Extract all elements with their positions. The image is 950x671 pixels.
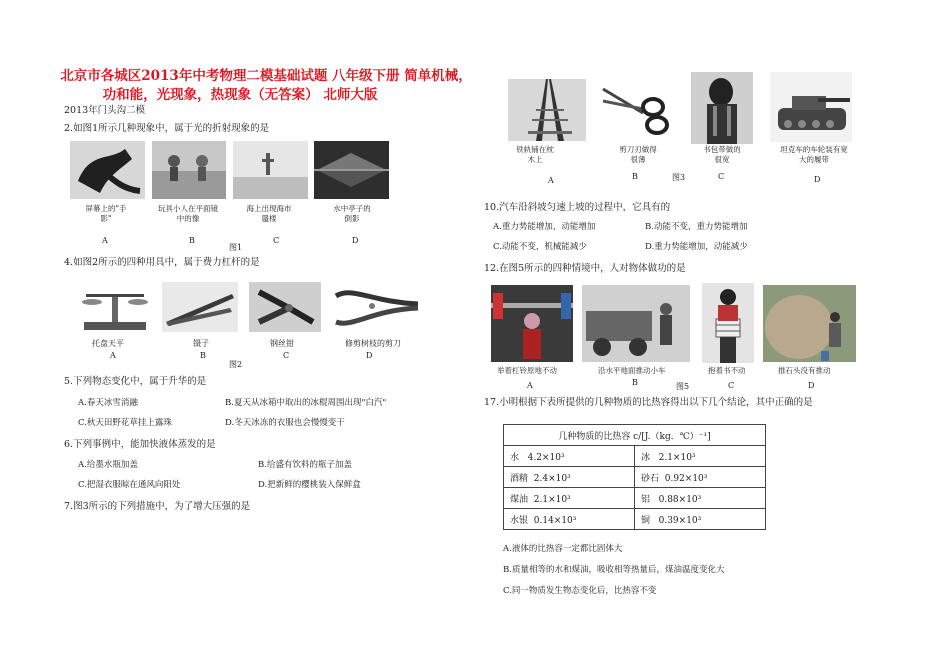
- fig2-image-c-pliers: [249, 282, 321, 332]
- fig3-caption-d: 坦克车的车轮装有宽大的履带: [780, 145, 848, 164]
- question-12-text: 12.在图5所示的四种情境中，人对物体做功的是: [484, 263, 686, 274]
- table-cell: 煤油 2.1×10³: [504, 488, 635, 509]
- fig1-letter-a: A: [102, 236, 108, 245]
- fig2-caption-c: 钢丝钳: [270, 339, 294, 348]
- fig3-image-d-tank: [770, 72, 852, 142]
- fig3-letter-b: B: [632, 172, 638, 181]
- fig3-caption-c: 书包带做的很宽: [703, 145, 741, 164]
- fig5-caption-a: 举着杠铃原地不动: [497, 366, 557, 375]
- fig5-caption-c: 抱着书不动: [708, 366, 746, 375]
- fig5-letter-d: D: [808, 381, 815, 390]
- fig1-letter-c: C: [273, 236, 280, 245]
- question-6-option-d: D.把新鲜的樱桃装入保鲜盒: [258, 480, 361, 490]
- fig1-image-a-hand-shadow: [70, 141, 145, 199]
- page-title-line1: 北京市各城区2013年中考物理二模基础试题 八年级下册 简单机械，: [60, 68, 472, 84]
- fig3-image-a-rail-track: [508, 79, 586, 141]
- fig2-image-b-tweezers: [162, 282, 238, 332]
- table-cell: 水 4.2×10³: [504, 446, 635, 467]
- table-row: [504, 467, 766, 488]
- fig2-caption-d: 修剪树枝的剪刀: [345, 339, 401, 348]
- fig3-caption-b: 剪刀刃做得很薄: [619, 145, 657, 164]
- fig1-image-b-mirror-toy: [152, 141, 226, 199]
- table-cell: 铝 0.88×10³: [635, 488, 766, 509]
- fig1-caption-a: 屏幕上的"手影": [85, 204, 127, 223]
- fig2-letter-a: A: [110, 351, 116, 360]
- table-cell: 酒精 2.4×10³: [504, 467, 635, 488]
- question-2-text: 2.如图1所示几种现象中，属于光的折射现象的是: [64, 123, 270, 134]
- fig2-caption-a: 托盘天平: [92, 339, 124, 348]
- fig1-image-c-mirage: [233, 141, 308, 199]
- question-6-option-c: C.把湿衣服晾在通风向阳处: [78, 480, 181, 490]
- question-5-option-b: B.夏天从冰箱中取出的冰棍周围出现"白汽": [225, 398, 387, 408]
- question-10-option-c: C.动能不变，机械能减少: [493, 242, 587, 252]
- fig5-image-b-cart: [582, 285, 690, 362]
- fig2-image-a-balance: [78, 282, 152, 332]
- question-5-option-a: A.春天冰雪消融: [78, 398, 138, 408]
- fig2-letter-b: B: [200, 351, 206, 360]
- fig5-caption-d: 推石头没有推动: [778, 366, 831, 375]
- fig1-label: 图1: [229, 243, 243, 252]
- fig1-image-d-reflection: [314, 141, 389, 199]
- table-header: 几种物质的比热容 c/[J.（kg．℃）⁻¹]: [504, 425, 766, 446]
- fig1-caption-d: 水中亭子的倒影: [333, 204, 371, 223]
- fig3-image-c-backpack: [691, 72, 753, 144]
- question-10-option-b: B.动能不变，重力势能增加: [645, 222, 748, 232]
- fig3-letter-a: A: [548, 176, 554, 185]
- question-10-text: 10.汽车沿斜坡匀速上坡的过程中，它具有的: [484, 202, 671, 213]
- fig3-letter-c: C: [718, 172, 725, 181]
- fig2-letter-d: D: [366, 351, 373, 360]
- fig2-label: 图2: [229, 360, 243, 369]
- fig5-image-d-pushing-rock: [763, 285, 856, 362]
- question-10-option-a: A.重力势能增加，动能增加: [493, 222, 596, 232]
- fig1-letter-b: B: [189, 236, 195, 245]
- fig1-letter-d: D: [352, 236, 359, 245]
- table-cell: 水银 0.14×10³: [504, 509, 635, 530]
- fig5-letter-c: C: [728, 381, 735, 390]
- fig5-caption-b: 沿水平地面推动小车: [598, 366, 666, 375]
- question-10-option-d: D.重力势能增加，动能减少: [645, 242, 748, 252]
- fig5-image-c-holding-books: [702, 283, 754, 363]
- fig5-letter-b: B: [632, 378, 638, 387]
- question-17-option-b: B.质量相等的水和煤油，吸收相等热量后，煤油温度变化大: [503, 565, 725, 575]
- question-17-text: 17.小明根据下表所提供的几种物质的比热容得出以下几个结论，其中正确的是: [484, 397, 813, 408]
- fig1-caption-c: 海上出现海市蜃楼: [246, 204, 292, 223]
- fig2-letter-c: C: [283, 351, 290, 360]
- section-subheader: 2013年门头沟二模: [64, 105, 146, 116]
- question-6-option-a: A.给墨水瓶加盖: [78, 460, 138, 470]
- question-5-text: 5.下列物态变化中，属于升华的是: [64, 376, 207, 387]
- table-header-row: [504, 425, 766, 446]
- table-cell: 冰 2.1×10³: [635, 446, 766, 467]
- fig1-caption-b: 玩具小人在平面镜中的像: [158, 204, 218, 223]
- fig3-caption-a: 铁轨铺在枕木上: [516, 145, 554, 164]
- fig5-image-a-weightlifter: [491, 285, 573, 362]
- fig2-caption-b: 镊子: [193, 339, 209, 348]
- table-cell: 铜 0.39×10³: [635, 509, 766, 530]
- page-title-line2: 功和能，光现象，热现象（无答案） 北师大版: [102, 87, 378, 103]
- table-cell: 砂石 0.92×10³: [635, 467, 766, 488]
- question-6-option-b: B.给盛有饮料的瓶子加盖: [258, 460, 352, 470]
- question-7-text: 7.图3所示的下列措施中，为了增大压强的是: [64, 501, 251, 512]
- table-row: [504, 509, 766, 530]
- fig5-label: 图5: [676, 382, 690, 391]
- question-5-option-c: C.秋天田野花草挂上露珠: [78, 418, 172, 428]
- specific-heat-table: [503, 424, 766, 530]
- question-17-option-a: A.液体的比热容一定都比固体大: [503, 544, 623, 554]
- fig2-image-d-shears: [332, 282, 420, 332]
- table-row: [504, 446, 766, 467]
- fig3-label: 图3: [672, 173, 686, 182]
- question-6-text: 6.下列事例中，能加快液体蒸发的是: [64, 439, 216, 450]
- fig3-image-b-scissors: [597, 77, 675, 141]
- fig3-letter-d: D: [814, 175, 821, 184]
- table-row: [504, 488, 766, 509]
- question-4-text: 4.如图2所示的四种用具中，属于费力杠杆的是: [64, 257, 260, 268]
- fig5-letter-a: A: [527, 381, 533, 390]
- question-17-option-c: C.同一物质发生物态变化后，比热容不变: [503, 586, 657, 596]
- question-5-option-d: D.冬天冰冻的衣服也会慢慢变干: [225, 418, 345, 428]
